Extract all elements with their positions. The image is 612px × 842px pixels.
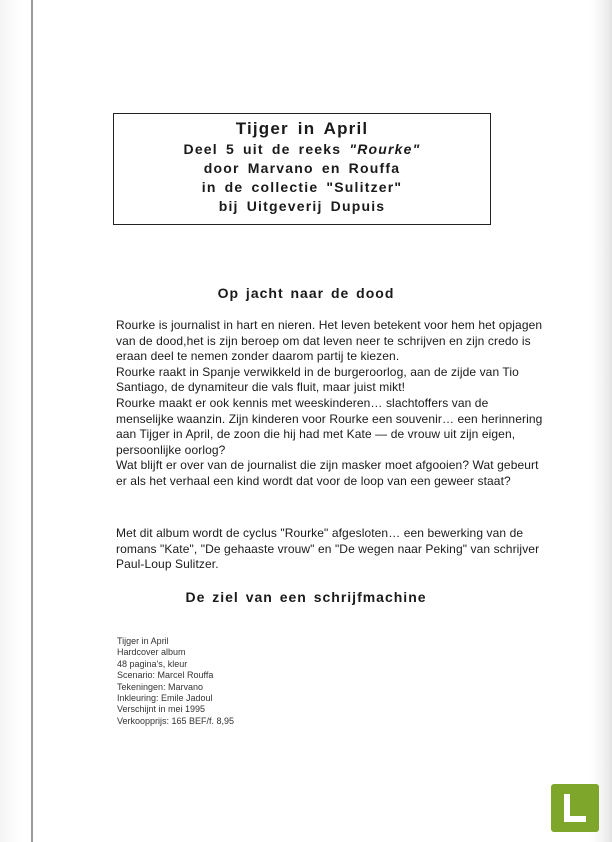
series-line (114, 140, 490, 159)
series-prefix: Deel 5 uit de reeks (183, 141, 350, 157)
credit-line: Verkoopprijs: 165 BEF/f. 8,95 (117, 715, 235, 726)
paragraph: Rourke is journalist in hart en nieren. Het leven betekent voor hem het opjagen van de dood,het is zijn beroep om dat leven neer te schrijven en zijn credo is eraan deel te nemen zonder daarom partij te kiezen. (116, 318, 543, 364)
credit-line: Tekeningen: Marvano (117, 681, 204, 692)
credit-line: Inkleuring: Emile Jadoul (117, 693, 213, 704)
title-box (113, 113, 491, 225)
publisher-line: bij Uitgeverij Dupuis (218, 198, 386, 214)
album-title: Tijger in April (235, 119, 369, 138)
paragraph: Rourke raakt in Spanje verwikkeld in de burgeroorlog, aan de zijde van Tio Santiago, de dynamiteur die vals fluit, maar juist mikt! (116, 364, 519, 395)
credit-line: Tijger in April (117, 636, 169, 646)
credit-line: Verschijnt in mei 1995 (117, 704, 206, 715)
collection-line: in de collectie "Sulitzer" (201, 179, 403, 195)
paragraph: Met dit album wordt de cyclus "Rourke" afgesloten… een bewerking van de romans "Kate", "De gehaaste vrouw" en "De wegen naar Peking" van schrijver Paul-Loup Sulitzer. (116, 526, 540, 572)
page-fold-line (31, 0, 33, 842)
authors-line: door Marvano en Rouffa (203, 160, 401, 176)
section-heading-2: De ziel van een schrijfmachine (185, 589, 427, 605)
credit-line: Scenario: Marcel Rouffa (117, 670, 214, 681)
lastdodo-logo-icon (551, 784, 599, 832)
paragraph: Wat blijft er over van de journalist die zijn masker moet afgooien? Wat gebeurt er als het verhaal een kind wordt dat voor de loop van een geweer staat? (116, 458, 539, 488)
paragraph: Rourke maakt er ook kennis met weeskinderen… slachtoffers van de menselijke waanzin. Zijn kinderen voor Rourke een souvenir… een herinnering aan Tijger in April, de zoon die hij had met Kate — de vrouw uit zijn eigen, persoonlijke oorlog? (116, 395, 543, 457)
section-heading-1: Op jacht naar de dood (217, 285, 395, 301)
credit-line: 48 pagina's, kleur (117, 658, 188, 669)
page-right-shadow (590, 0, 612, 842)
description-block-1 (116, 318, 546, 490)
description-block-2 (116, 526, 546, 573)
credit-line: Hardcover album (117, 647, 186, 658)
series-name: "Rourke" (349, 141, 421, 157)
page-left-margin (0, 0, 30, 842)
album-credits (117, 636, 234, 727)
